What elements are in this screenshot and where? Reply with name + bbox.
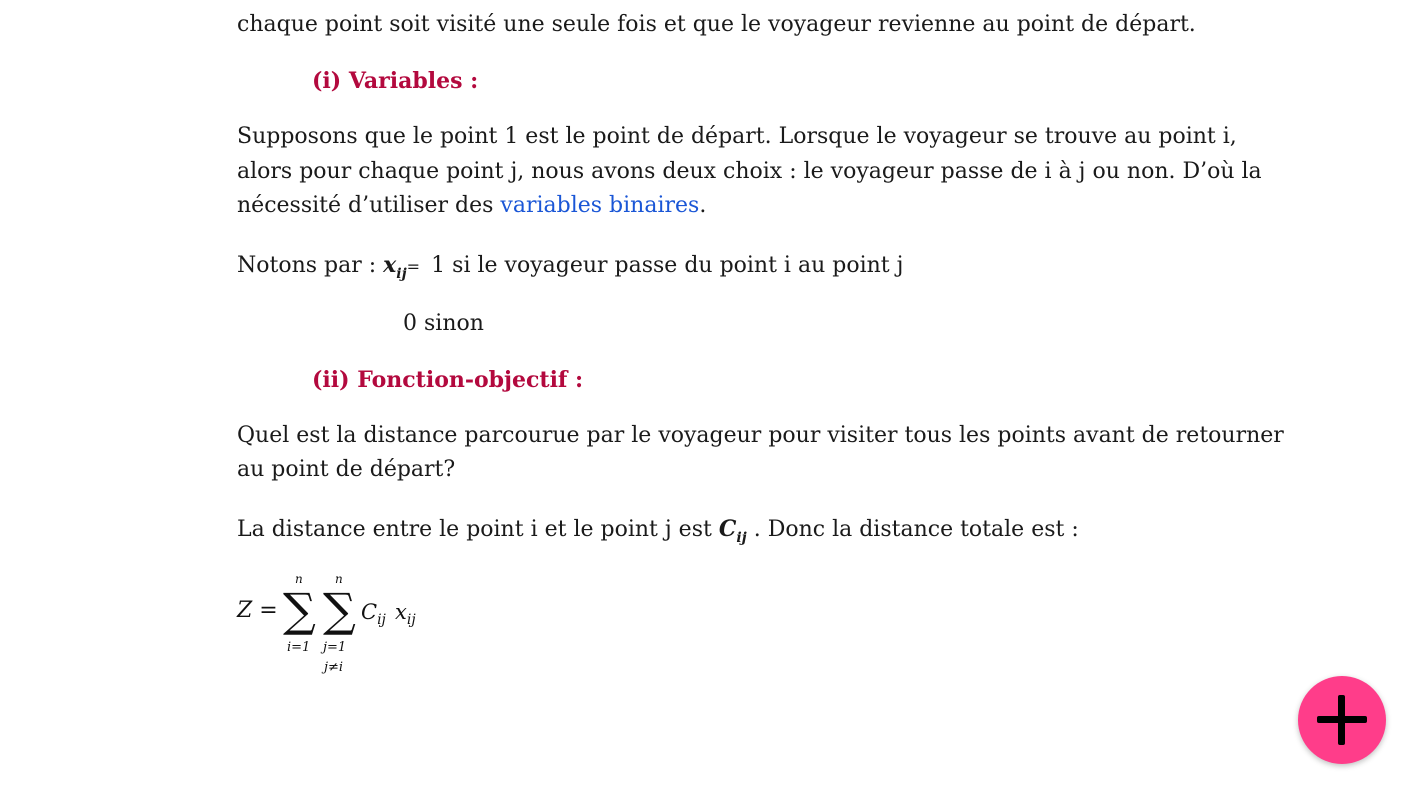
math-variable-x: [383, 252, 407, 282]
heading-variables: (i) Variables :: [312, 68, 479, 94]
term-x: [395, 600, 416, 628]
paragraph-line: alors pour chaque point j, nous avons deux choix : le voyageur passe de i à j ou non. D’où la: [237, 159, 1262, 184]
sum2-sigma-icon: ∑: [323, 583, 356, 637]
variables-binaires-link[interactable]: variables binaires: [500, 193, 700, 218]
math-subscript: ij: [736, 530, 747, 546]
term-c: [361, 600, 386, 628]
text-span: nécessité d’utiliser des: [237, 193, 501, 218]
math-symbol: x: [383, 252, 397, 278]
sum2-upper-limit: n: [335, 572, 343, 586]
distance-line: [237, 512, 1079, 549]
notons-line: [237, 248, 903, 285]
math-symbol: C: [361, 600, 378, 624]
math-subscript: ij: [377, 612, 386, 628]
paragraph-line-partial: chaque point soit visité une seule fois et que le voyageur revienne au point de départ.: [237, 12, 1196, 37]
paragraph-line: au point de départ?: [237, 457, 456, 482]
math-variable-c: [718, 516, 747, 546]
text-span: =: [406, 257, 426, 276]
objective-formula: [237, 570, 457, 685]
sum1-sigma-icon: ∑: [283, 583, 316, 637]
paragraph-line: Supposons que le point 1 est le point de départ. Lorsque le voyageur se trouve au point i,: [237, 124, 1237, 149]
math-subscript: ij: [406, 612, 416, 628]
math-subscript: ij: [396, 266, 407, 282]
add-button[interactable]: [1298, 676, 1386, 764]
paragraph-line: Quel est la distance parcourue par le voyageur pour visiter tous les points avant de retourner: [237, 423, 1284, 448]
sum1-lower-limit: i=1: [287, 640, 311, 655]
text-span: .: [699, 193, 707, 218]
sum2-lower-limit: j=1: [323, 640, 347, 655]
case-two-text: 0 sinon: [403, 311, 484, 336]
paragraph-line: [237, 189, 706, 223]
text-span: La distance entre le point i et le point j est: [237, 517, 719, 542]
text-span: Notons par :: [237, 253, 384, 278]
sum2-condition: j≠i: [324, 660, 344, 675]
heading-objective: (ii) Fonction-objectif :: [312, 367, 584, 393]
sum1-upper-limit: n: [295, 572, 303, 586]
math-symbol: x: [395, 600, 407, 624]
case-one-text: 1 si le voyageur passe du point i au point j: [431, 253, 904, 278]
formula-lhs: Z =: [237, 598, 278, 623]
text-span: . Donc la distance totale est :: [746, 517, 1079, 542]
math-symbol: C: [718, 516, 737, 542]
